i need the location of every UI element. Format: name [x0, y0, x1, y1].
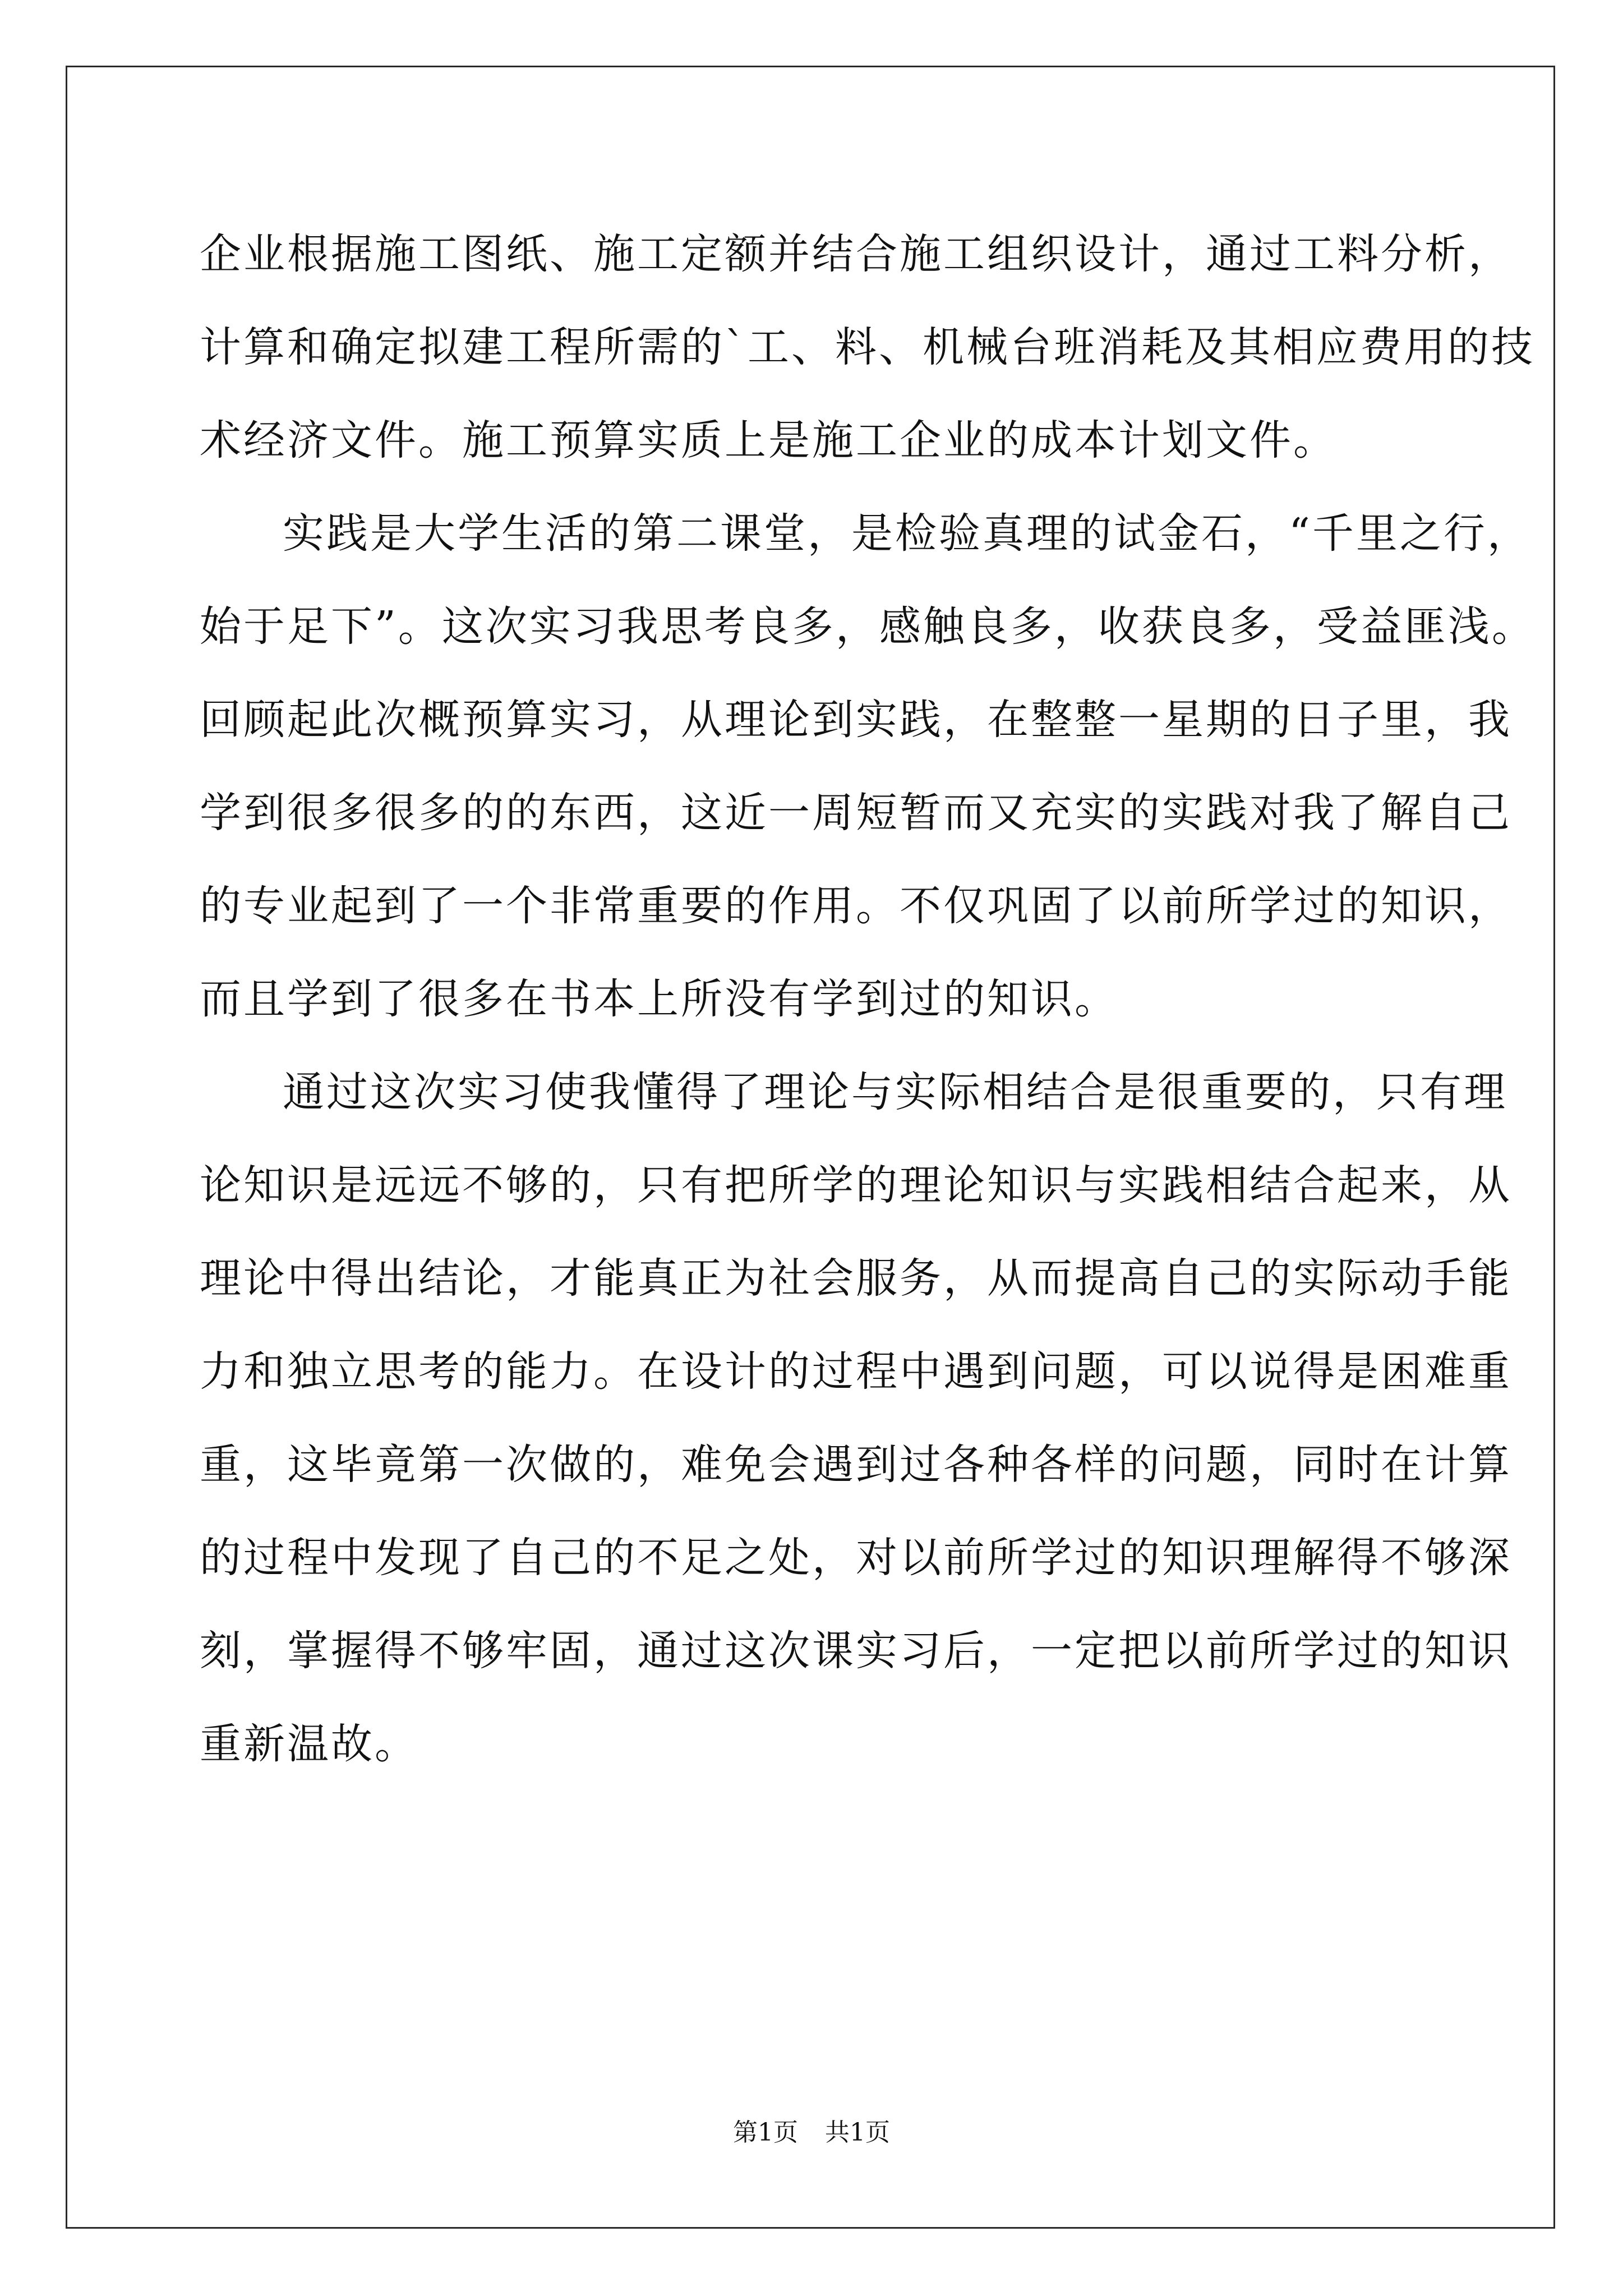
- text-line: 始于足下”。这次实习我思考良多，感触良多，收获良多，受益匪浅。: [200, 602, 1536, 651]
- paragraph-1: [200, 208, 1535, 487]
- text-line: 计算和确定拟建工程所需的`工、料、机械台班消耗及其相应费用的技: [200, 323, 1535, 371]
- text-line: 理论中得出结论，才能真正为社会服务，从而提高自己的实际动手能: [200, 1254, 1512, 1303]
- text-line: 刻，掌握得不够牢固，通过这次课实习后，一定把以前所学过的知识: [200, 1627, 1512, 1675]
- text-line: 重新温故。: [200, 1720, 418, 1768]
- text-line: 术经济文件。施工预算实质上是施工企业的成本计划文件。: [200, 416, 1337, 464]
- paragraph-3: [200, 1046, 1512, 1791]
- text-line: 论知识是远远不够的，只有把所学的理论知识与实践相结合起来，从: [200, 1161, 1512, 1209]
- text-line: 的过程中发现了自己的不足之处，对以前所学过的知识理解得不够深: [200, 1534, 1512, 1582]
- text-line: 学到很多很多的的东西，这近一周短暂而又充实的实践对我了解自己: [200, 789, 1512, 837]
- text-line: 的专业起到了一个非常重要的作用。不仅巩固了以前所学过的知识，: [200, 882, 1512, 930]
- page-footer: [0, 2112, 1623, 2148]
- page-total: 共1页: [825, 2118, 890, 2147]
- document-body: [200, 208, 1536, 1791]
- text-line: 实践是大学生活的第二课堂，是检验真理的试金石，“千里之行，: [283, 509, 1531, 558]
- text-line: 重，这毕竟第一次做的，难免会遇到过各种各样的问题，同时在计算: [200, 1441, 1512, 1489]
- page-number: 第1页: [733, 2118, 798, 2147]
- text-line: 力和独立思考的能力。在设计的过程中遇到问题，可以说得是困难重: [200, 1347, 1512, 1396]
- text-line: 企业根据施工图纸、施工定额并结合施工组织设计，通过工料分析，: [200, 230, 1512, 278]
- paragraph-2: [200, 487, 1536, 1046]
- text-line: 通过这次实习使我懂得了理论与实际相结合是很重要的，只有理: [283, 1068, 1507, 1116]
- text-line: 回顾起此次概预算实习，从理论到实践，在整整一星期的日子里，我: [200, 696, 1512, 744]
- text-line: 而且学到了很多在书本上所没有学到过的知识。: [200, 975, 1118, 1023]
